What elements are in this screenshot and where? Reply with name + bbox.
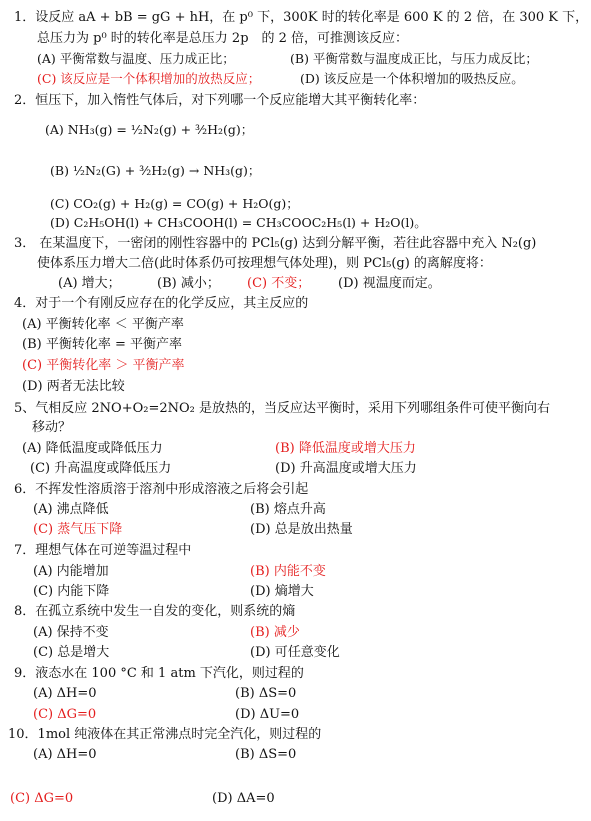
q8-option-d: (D) 可任意变化: [250, 645, 340, 660]
q4-option-d: (D) 两者无法比较: [22, 379, 125, 394]
q7-option-a: (A) 内能增加: [33, 564, 109, 579]
q4-option-b: (B) 平衡转化率 = 平衡产率: [22, 337, 182, 352]
q9-option-d: (D) ΔU=0: [235, 707, 300, 722]
q5-option-d: (D) 升高温度或增大压力: [275, 461, 417, 476]
q9-option-a: (A) ΔH=0: [33, 686, 97, 701]
q10-option-a: (A) ΔH=0: [33, 747, 97, 762]
q2-option-d: (D) C₂H₅OH(l) + CH₃COOH(l) = CH₃COOC₂H₅(l) + H₂O(l)。: [50, 215, 427, 230]
q1-option-c-answer: (C) 该反应是一个体积增加的放热反应；: [37, 71, 261, 86]
q3-option-d: (D) 视温度而定。: [338, 276, 441, 291]
q3-stem-line2: 使体系压力增大二倍(此时体系仍可按理想气体处理)，则 PCl₅(g) 的离解度将：: [37, 256, 492, 271]
q6-option-d: (D) 总是放出热量: [250, 522, 353, 537]
q5-option-b-answer: (B) 降低温度或增大压力: [275, 441, 416, 456]
q1-option-d: (D) 该反应是一个体积增加的吸热反应。: [300, 71, 524, 86]
q5-stem-line1: 5、气相反应 2NO+O₂=2NO₂ 是放热的，当反应达平衡时，采用下列哪组条件可使平衡向右: [14, 401, 551, 416]
q3-option-a: (A) 增大；: [58, 276, 121, 291]
q5-option-c: (C) 升高温度或降低压力: [30, 461, 172, 476]
q6-stem: 6．不挥发性溶质溶于溶剂中形成溶液之后将会引起: [14, 482, 309, 497]
q8-option-a: (A) 保持不变: [33, 625, 109, 640]
q7-stem: 7．理想气体在可逆等温过程中: [14, 543, 192, 558]
q5-option-a: (A) 降低温度或降低压力: [22, 441, 163, 456]
q7-option-c: (C) 内能下降: [33, 584, 110, 599]
q2-stem: 2．恒压下，加入惰性气体后，对下列哪一个反应能增大其平衡转化率：: [14, 93, 426, 108]
q1-stem-line1: 1．设反应 aA + bB = gG + hH，在 p⁰ 下，300K 时的转化率是 600 K 的 2 倍，在 300 K 下，: [14, 10, 589, 25]
q10-option-d: (D) ΔA=0: [212, 791, 275, 806]
q7-option-b-answer: (B) 内能不变: [250, 564, 326, 579]
q6-option-c-answer: (C) 蒸气压下降: [33, 522, 123, 537]
q10-stem: 10．1mol 纯液体在其正常沸点时完全汽化，则过程的: [8, 727, 322, 742]
q10-option-c-answer: (C) ΔG=0: [10, 791, 74, 806]
q2-option-a: (A) NH₃(g) = ½N₂(g) + ³⁄₂H₂(g)；: [45, 122, 254, 137]
q9-option-c-answer: (C) ΔG=0: [33, 707, 97, 722]
q8-option-b-answer: (B) 减少: [250, 625, 300, 640]
q8-stem: 8．在孤立系统中发生一自发的变化，则系统的熵: [14, 604, 296, 619]
q1-option-a: (A) 平衡常数与温度、压力成正比；: [37, 51, 235, 66]
q9-option-b: (B) ΔS=0: [235, 686, 297, 701]
q4-stem: 4．对于一个有刚反应存在的化学反应，其主反应的: [14, 296, 309, 311]
q1-option-b: (B) 平衡常数与温度成正比，与压力成反比；: [290, 51, 538, 66]
q9-stem: 9．液态水在 100 °C 和 1 atm 下汽化，则过程的: [14, 666, 304, 681]
q3-stem-line1: 3． 在某温度下，一密闭的刚性容器中的 PCl₅(g) 达到分解平衡，若往此容器中充入 N₂(g): [14, 236, 537, 251]
q2-option-c: (C) CO₂(g) + H₂(g) = CO(g) + H₂O(g)；: [50, 196, 299, 211]
q1-stem-line2: 总压力为 p⁰ 时的转化率是总压力 2p 的 2 倍，可推测该反应：: [37, 31, 409, 46]
q8-option-c: (C) 总是增大: [33, 645, 110, 660]
q7-option-d: (D) 熵增大: [250, 584, 314, 599]
q3-option-c-answer: (C) 不变；: [247, 276, 311, 291]
q6-option-a: (A) 沸点降低: [33, 502, 109, 517]
q4-option-a: (A) 平衡转化率 ＜ 平衡产率: [22, 317, 184, 332]
q4-option-c-answer: (C) 平衡转化率 ＞ 平衡产率: [22, 358, 185, 373]
q6-option-b: (B) 熔点升高: [250, 502, 326, 517]
q2-option-b: (B) ½N₂(G) + ³⁄₂H₂(g) → NH₃(g)；: [50, 163, 261, 178]
q10-option-b: (B) ΔS=0: [235, 747, 297, 762]
q3-option-b: (B) 减小；: [157, 276, 220, 291]
q5-stem-line2: 移动？: [32, 420, 72, 435]
